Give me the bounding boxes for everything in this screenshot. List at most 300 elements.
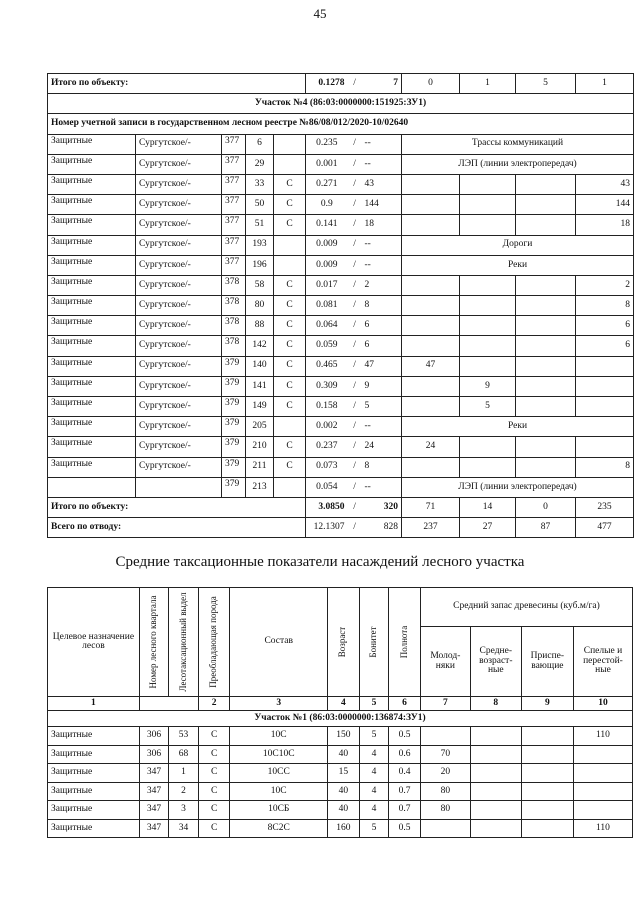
volume-cell: 47 — [362, 356, 402, 376]
header-vydel: Лесотаксационный выдел — [169, 588, 198, 697]
composition-cell: 10СС — [230, 764, 327, 783]
header-middle: Средне-возраст-ные — [470, 627, 521, 697]
table-row — [48, 195, 634, 215]
forestry-cell: Сургутское/- — [136, 215, 222, 235]
quarter-cell: 306 — [139, 727, 168, 746]
age-cell: 40 — [327, 782, 359, 801]
total-middle: 1 — [460, 74, 516, 94]
species-cell: С — [274, 336, 306, 356]
age-cell: 15 — [327, 764, 359, 783]
volume-cell: 144 — [362, 195, 402, 215]
forestry-cell: Сургутское/- — [136, 417, 222, 437]
mature-cell — [576, 356, 634, 376]
registry-row — [48, 114, 634, 134]
volume-cell: -- — [362, 235, 402, 255]
middle-cell — [460, 437, 516, 457]
middle-cell — [470, 764, 521, 783]
ripening-cell — [516, 376, 576, 396]
species-cell: С — [274, 356, 306, 376]
column-numbers-row — [48, 697, 633, 711]
area-cell: 0.002 — [306, 417, 348, 437]
registry-number: Номер учетной записи в государственном лесном реестре №86/08/012/2020-10/02640 — [48, 114, 634, 134]
density-cell: 0.4 — [389, 764, 421, 783]
species-cell: С — [198, 819, 230, 838]
species-cell — [274, 154, 306, 174]
table2-title: Средние таксационные показатели насаждений лесного участка — [115, 554, 525, 570]
quarter-cell: 379 — [222, 397, 246, 417]
quarter-cell: 378 — [222, 316, 246, 336]
total-young: 237 — [402, 518, 460, 538]
quarter-cell: 347 — [139, 764, 168, 783]
volume-cell: 24 — [362, 437, 402, 457]
area-cell: 0.9 — [306, 195, 348, 215]
table-row — [48, 174, 634, 194]
vydel-cell: 196 — [246, 255, 274, 275]
species-cell: С — [198, 727, 230, 746]
total-area: 12.1307 — [306, 518, 348, 538]
vydel-cell: 51 — [246, 215, 274, 235]
vydel-cell: 210 — [246, 437, 274, 457]
note-cell: Реки — [402, 255, 634, 275]
table-row — [48, 235, 634, 255]
quarter-cell: 377 — [222, 174, 246, 194]
quarter-cell: 347 — [139, 819, 168, 838]
total-area: 0.1278 — [306, 74, 348, 94]
vydel-cell: 34 — [169, 819, 198, 838]
quarter-cell: 347 — [139, 782, 168, 801]
middle-cell — [470, 801, 521, 820]
quarter-cell: 377 — [222, 195, 246, 215]
col-num: 10 — [573, 697, 632, 711]
area-cell: 0.235 — [306, 134, 348, 154]
bonitet-cell: 4 — [359, 745, 388, 764]
total-middle: 14 — [460, 497, 516, 517]
slash-cell: / — [348, 134, 362, 154]
purpose-cell — [48, 477, 136, 497]
species-cell — [274, 235, 306, 255]
total-ripening: 0 — [516, 497, 576, 517]
purpose-cell: Защитные — [48, 336, 136, 356]
vydel-cell: 140 — [246, 356, 274, 376]
young-cell — [420, 819, 470, 838]
section-title: Участок №4 (86:03:0000000:151925:ЗУ1) — [48, 94, 634, 114]
volume-cell: -- — [362, 417, 402, 437]
volume-cell: -- — [362, 134, 402, 154]
purpose-cell: Защитные — [48, 174, 136, 194]
purpose-cell: Защитные — [48, 417, 136, 437]
forestry-cell: Сургутское/- — [136, 356, 222, 376]
young-cell: 47 — [402, 356, 460, 376]
mature-cell — [573, 782, 632, 801]
top-total-row — [48, 74, 634, 94]
middle-cell — [460, 174, 516, 194]
note-cell: Реки — [402, 417, 634, 437]
slash-cell: / — [348, 235, 362, 255]
quarter-cell: 377 — [222, 255, 246, 275]
page-number: 45 — [313, 6, 327, 21]
middle-cell — [470, 745, 521, 764]
table-row — [48, 801, 633, 820]
col-num: 1 — [48, 697, 140, 711]
species-cell: С — [274, 174, 306, 194]
area-cell: 0.009 — [306, 235, 348, 255]
purpose-cell: Защитные — [48, 154, 136, 174]
total-label: Итого по объекту: — [48, 74, 306, 94]
purpose-cell: Защитные — [48, 235, 136, 255]
species-cell — [274, 255, 306, 275]
area-cell: 0.059 — [306, 336, 348, 356]
young-cell — [402, 376, 460, 396]
slash-cell: / — [348, 417, 362, 437]
volume-cell: 18 — [362, 215, 402, 235]
note-cell: ЛЭП (линии электропередач) — [402, 154, 634, 174]
slash-cell: / — [348, 154, 362, 174]
ripening-cell — [521, 801, 573, 820]
table-row — [48, 397, 634, 417]
col-num: 4 — [327, 697, 359, 711]
slash-cell: / — [348, 174, 362, 194]
area-cell: 0.237 — [306, 437, 348, 457]
forestry-cell: Сургутское/- — [136, 437, 222, 457]
young-cell — [402, 336, 460, 356]
volume-cell: 6 — [362, 316, 402, 336]
species-cell: С — [274, 457, 306, 477]
species-cell: С — [274, 215, 306, 235]
mature-cell: 6 — [576, 336, 634, 356]
quarter-cell: 379 — [222, 417, 246, 437]
bonitet-cell: 5 — [359, 727, 388, 746]
table-row — [48, 255, 634, 275]
purpose-cell: Защитные — [48, 316, 136, 336]
area-cell: 0.141 — [306, 215, 348, 235]
col-num — [139, 697, 198, 711]
ripening-cell — [516, 215, 576, 235]
table-row — [48, 336, 634, 356]
header-purpose: Целевое назначение лесов — [48, 588, 140, 697]
vydel-cell: 213 — [246, 477, 274, 497]
header-stock: Средний запас древесины (куб.м/га) — [420, 588, 632, 627]
mature-cell: 43 — [576, 174, 634, 194]
age-cell: 40 — [327, 801, 359, 820]
purpose-cell: Защитные — [48, 745, 140, 764]
quarter-cell: 378 — [222, 275, 246, 295]
mature-cell: 110 — [573, 727, 632, 746]
purpose-cell: Защитные — [48, 782, 140, 801]
bonitet-cell: 4 — [359, 764, 388, 783]
total-mature: 235 — [576, 497, 634, 517]
header-ripening: Приспе-вающие — [521, 627, 573, 697]
middle-cell — [460, 316, 516, 336]
slash-cell: / — [348, 376, 362, 396]
forestry-cell: Сургутское/- — [136, 235, 222, 255]
header-bonitet: Бонитет — [359, 588, 388, 697]
mature-cell: 110 — [573, 819, 632, 838]
header-density: Полнота — [389, 588, 421, 697]
species-cell: С — [274, 316, 306, 336]
vydel-cell: 50 — [246, 195, 274, 215]
ripening-cell — [516, 174, 576, 194]
col-num: 3 — [230, 697, 327, 711]
ripening-cell — [516, 195, 576, 215]
table-row — [48, 356, 634, 376]
quarter-cell: 379 — [222, 356, 246, 376]
slash-cell: / — [348, 275, 362, 295]
header-mature: Спелые и перестой-ные — [573, 627, 632, 697]
composition-cell: 10С — [230, 727, 327, 746]
volume-cell: 9 — [362, 376, 402, 396]
area-cell: 0.465 — [306, 356, 348, 376]
species-cell: С — [274, 275, 306, 295]
ripening-cell — [516, 397, 576, 417]
bonitet-cell: 4 — [359, 801, 388, 820]
density-cell: 0.7 — [389, 801, 421, 820]
forestry-cell: Сургутское/- — [136, 174, 222, 194]
vydel-cell: 3 — [169, 801, 198, 820]
table-row — [48, 154, 634, 174]
col-num: 2 — [198, 697, 230, 711]
purpose-cell: Защитные — [48, 195, 136, 215]
forestry-cell — [136, 477, 222, 497]
header-young: Молод-няки — [420, 627, 470, 697]
vydel-cell: 2 — [169, 782, 198, 801]
species-cell: С — [198, 745, 230, 764]
ripening-cell — [516, 296, 576, 316]
total-mature: 1 — [576, 74, 634, 94]
mature-cell — [576, 437, 634, 457]
vydel-cell: 29 — [246, 154, 274, 174]
quarter-cell: 377 — [222, 134, 246, 154]
table-row — [48, 134, 634, 154]
mature-cell — [576, 397, 634, 417]
object-total-row — [48, 497, 634, 517]
species-cell: С — [274, 437, 306, 457]
age-cell: 160 — [327, 819, 359, 838]
vydel-cell: 88 — [246, 316, 274, 336]
total-slash: / — [348, 518, 362, 538]
header-kv: Номер лесного квартала — [139, 588, 168, 697]
slash-cell: / — [348, 195, 362, 215]
age-cell: 150 — [327, 727, 359, 746]
forestry-cell: Сургутское/- — [136, 316, 222, 336]
slash-cell: / — [348, 457, 362, 477]
forestry-cell: Сургутское/- — [136, 134, 222, 154]
volume-cell: -- — [362, 255, 402, 275]
total-slash: / — [348, 74, 362, 94]
purpose-cell: Защитные — [48, 437, 136, 457]
species-cell: С — [198, 801, 230, 820]
ripening-cell — [516, 275, 576, 295]
table-row — [48, 437, 634, 457]
ripening-cell — [516, 316, 576, 336]
slash-cell: / — [348, 336, 362, 356]
density-cell: 0.7 — [389, 782, 421, 801]
header-composition: Состав — [230, 588, 327, 697]
vydel-cell: 1 — [169, 764, 198, 783]
ripening-cell — [516, 437, 576, 457]
slash-cell: / — [348, 215, 362, 235]
density-cell: 0.5 — [389, 727, 421, 746]
table-row — [48, 727, 633, 746]
purpose-cell: Защитные — [48, 275, 136, 295]
ripening-cell — [521, 819, 573, 838]
quarter-cell: 377 — [222, 154, 246, 174]
area-cell: 0.001 — [306, 154, 348, 174]
table-row — [48, 745, 633, 764]
total-area: 3.0850 — [306, 497, 348, 517]
slash-cell: / — [348, 477, 362, 497]
area-cell: 0.271 — [306, 174, 348, 194]
vydel-cell: 142 — [246, 336, 274, 356]
middle-cell: 9 — [460, 376, 516, 396]
total-ripening: 5 — [516, 74, 576, 94]
purpose-cell: Защитные — [48, 801, 140, 820]
total-volume: 320 — [362, 497, 402, 517]
col-num: 6 — [389, 697, 421, 711]
taxation-table — [47, 587, 633, 838]
slash-cell: / — [348, 296, 362, 316]
middle-cell — [470, 782, 521, 801]
volume-cell: -- — [362, 154, 402, 174]
area-cell: 0.064 — [306, 316, 348, 336]
col-num: 7 — [420, 697, 470, 711]
header-age: Возраст — [327, 588, 359, 697]
col-num: 9 — [521, 697, 573, 711]
table-row — [48, 477, 634, 497]
purpose-cell: Защитные — [48, 134, 136, 154]
middle-cell: 5 — [460, 397, 516, 417]
middle-cell — [460, 195, 516, 215]
quarter-cell: 379 — [222, 457, 246, 477]
area-cell: 0.017 — [306, 275, 348, 295]
purpose-cell: Защитные — [48, 356, 136, 376]
species-cell — [274, 417, 306, 437]
total-label: Итого по объекту: — [48, 497, 306, 517]
area-cell: 0.309 — [306, 376, 348, 396]
table-row — [48, 275, 634, 295]
ripening-cell — [521, 782, 573, 801]
table-row — [48, 457, 634, 477]
note-cell: ЛЭП (линии электропередач) — [402, 477, 634, 497]
table-row — [48, 782, 633, 801]
volume-cell: 8 — [362, 296, 402, 316]
slash-cell: / — [348, 316, 362, 336]
col-num: 5 — [359, 697, 388, 711]
quarter-cell: 378 — [222, 296, 246, 316]
young-cell: 80 — [420, 801, 470, 820]
purpose-cell: Защитные — [48, 296, 136, 316]
quarter-cell: 379 — [222, 437, 246, 457]
table-row — [48, 764, 633, 783]
bonitet-cell: 4 — [359, 782, 388, 801]
middle-cell — [460, 336, 516, 356]
species-cell: С — [274, 296, 306, 316]
area-cell: 0.009 — [306, 255, 348, 275]
slash-cell: / — [348, 255, 362, 275]
species-cell: С — [274, 397, 306, 417]
young-cell — [402, 397, 460, 417]
middle-cell — [470, 727, 521, 746]
species-cell — [274, 477, 306, 497]
vydel-cell: 53 — [169, 727, 198, 746]
total-ripening: 87 — [516, 518, 576, 538]
area-cell: 0.054 — [306, 477, 348, 497]
vydel-cell: 193 — [246, 235, 274, 255]
total-volume: 828 — [362, 518, 402, 538]
forestry-cell: Сургутское/- — [136, 336, 222, 356]
volume-cell: 2 — [362, 275, 402, 295]
ripening-cell — [516, 356, 576, 376]
slash-cell: / — [348, 397, 362, 417]
quarter-cell: 377 — [222, 235, 246, 255]
composition-cell: 10С10С — [230, 745, 327, 764]
slash-cell: / — [348, 437, 362, 457]
species-cell: С — [198, 764, 230, 783]
purpose-cell: Защитные — [48, 255, 136, 275]
forestry-cell: Сургутское/- — [136, 296, 222, 316]
allotment-table — [47, 73, 634, 538]
purpose-cell: Защитные — [48, 727, 140, 746]
table-row — [48, 296, 634, 316]
vydel-cell: 6 — [246, 134, 274, 154]
vydel-cell: 149 — [246, 397, 274, 417]
forestry-cell: Сургутское/- — [136, 397, 222, 417]
young-cell — [402, 174, 460, 194]
forestry-cell: Сургутское/- — [136, 195, 222, 215]
volume-cell: -- — [362, 477, 402, 497]
young-cell — [402, 195, 460, 215]
section-title-row — [48, 711, 633, 727]
vydel-cell: 211 — [246, 457, 274, 477]
middle-cell — [470, 819, 521, 838]
total-mature: 477 — [576, 518, 634, 538]
quarter-cell: 378 — [222, 336, 246, 356]
mature-cell — [573, 801, 632, 820]
middle-cell — [460, 296, 516, 316]
vydel-cell: 141 — [246, 376, 274, 396]
volume-cell: 8 — [362, 457, 402, 477]
density-cell: 0.5 — [389, 819, 421, 838]
note-cell: Трассы коммуникаций — [402, 134, 634, 154]
young-cell — [420, 727, 470, 746]
young-cell: 24 — [402, 437, 460, 457]
vydel-cell: 80 — [246, 296, 274, 316]
young-cell: 20 — [420, 764, 470, 783]
mature-cell: 8 — [576, 457, 634, 477]
mature-cell: 2 — [576, 275, 634, 295]
area-cell: 0.158 — [306, 397, 348, 417]
young-cell — [402, 316, 460, 336]
quarter-cell: 306 — [139, 745, 168, 764]
ripening-cell — [516, 336, 576, 356]
quarter-cell: 377 — [222, 215, 246, 235]
species-cell: С — [274, 195, 306, 215]
grand-total-row — [48, 518, 634, 538]
section-title: Участок №1 (86:03:0000000:136874:ЗУ1) — [48, 711, 633, 727]
species-cell: С — [198, 782, 230, 801]
table-row — [48, 417, 634, 437]
total-young: 71 — [402, 497, 460, 517]
young-cell — [402, 215, 460, 235]
middle-cell — [460, 356, 516, 376]
area-cell: 0.081 — [306, 296, 348, 316]
age-cell: 40 — [327, 745, 359, 764]
ripening-cell — [521, 745, 573, 764]
species-cell — [274, 134, 306, 154]
vydel-cell: 33 — [246, 174, 274, 194]
young-cell — [402, 275, 460, 295]
mature-cell: 18 — [576, 215, 634, 235]
ripening-cell — [516, 457, 576, 477]
